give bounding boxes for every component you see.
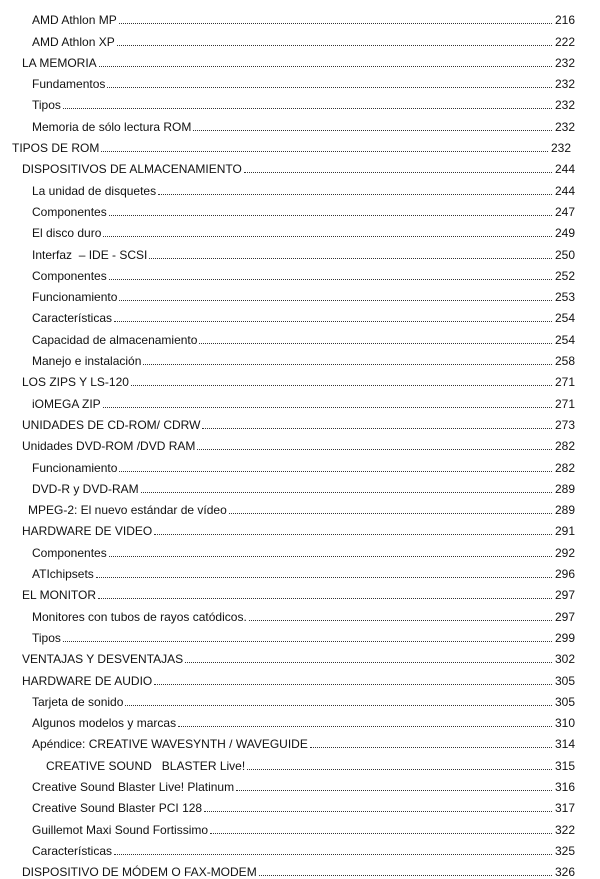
dot-leader xyxy=(244,158,552,173)
toc-entry xyxy=(0,6,600,27)
toc-title: Monitores con tubos de rayos catódicos. xyxy=(32,609,247,624)
toc-entry xyxy=(0,389,600,410)
toc-page: 247 xyxy=(554,204,575,219)
toc-title: Tipos xyxy=(32,630,61,645)
dot-leader xyxy=(193,116,552,131)
toc-entry xyxy=(0,134,600,155)
toc-entry xyxy=(0,858,600,879)
toc-title: VENTAJAS Y DESVENTAJAS xyxy=(22,652,184,667)
toc-entry xyxy=(0,70,600,91)
dot-leader xyxy=(96,563,552,578)
toc-title: Creative Sound Blaster Live! Platinum xyxy=(32,779,235,794)
dot-leader xyxy=(103,393,552,408)
toc-title: iOMEGA ZIP xyxy=(32,396,101,411)
toc-title: HARDWARE DE VIDEO xyxy=(22,524,153,539)
toc-title: Memoria de sólo lectura ROM xyxy=(32,119,192,134)
toc-page: 292 xyxy=(554,545,575,560)
toc-title: Guillemot Maxi Sound Fortissimo xyxy=(32,822,209,837)
toc-title: Componentes xyxy=(32,545,107,560)
toc-page: 232 xyxy=(554,98,575,113)
toc-title: LOS ZIPS Y LS-120 xyxy=(22,375,129,390)
dot-leader xyxy=(107,73,552,88)
toc-title: UNIDADES DE CD-ROM/ CDRW xyxy=(22,417,201,432)
toc-title: Fundamentos xyxy=(32,77,106,92)
dot-leader xyxy=(185,648,552,663)
dot-leader xyxy=(259,861,552,876)
toc-title: Funcionamiento xyxy=(32,290,118,305)
dot-leader xyxy=(199,329,552,344)
toc-entry xyxy=(0,794,600,815)
toc-entry xyxy=(0,347,600,368)
toc-title: Apéndice: CREATIVE WAVESYNTH / WAVEGUIDE xyxy=(32,737,308,752)
toc-entry xyxy=(0,155,600,176)
dot-leader xyxy=(310,733,552,748)
dot-leader xyxy=(119,9,552,24)
dot-leader xyxy=(119,457,552,472)
dot-leader xyxy=(249,606,552,621)
toc-page: 222 xyxy=(554,34,575,49)
toc-page: 289 xyxy=(554,481,575,496)
toc-entry xyxy=(0,688,600,709)
toc-title: Tarjeta de sonido xyxy=(32,694,124,709)
toc-entry xyxy=(0,560,600,581)
dot-leader xyxy=(154,670,552,685)
toc-page: 244 xyxy=(554,162,575,177)
toc-entry xyxy=(0,240,600,261)
toc-page: 299 xyxy=(554,630,575,645)
toc-entry xyxy=(0,176,600,197)
toc-title: Características xyxy=(32,843,113,858)
toc-page: 325 xyxy=(554,843,575,858)
dot-leader xyxy=(154,520,552,535)
toc-page: 258 xyxy=(554,354,575,369)
toc-title: DVD-R y DVD-RAM xyxy=(32,481,139,496)
dot-leader xyxy=(141,478,552,493)
toc-entry xyxy=(0,262,600,283)
toc-entry xyxy=(0,496,600,517)
toc-entry xyxy=(0,837,600,858)
toc-entry xyxy=(0,815,600,836)
toc-entry xyxy=(0,411,600,432)
dot-leader xyxy=(99,52,552,67)
toc-entry xyxy=(0,219,600,240)
toc-title: Creative Sound Blaster PCI 128 xyxy=(32,801,203,816)
dot-leader xyxy=(109,542,552,557)
dot-leader xyxy=(103,222,552,237)
table-of-contents xyxy=(0,6,600,879)
dot-leader xyxy=(109,265,552,280)
dot-leader xyxy=(158,180,552,195)
toc-entry xyxy=(0,624,600,645)
toc-title: CREATIVE SOUND BLASTER Live! xyxy=(46,758,246,773)
toc-entry xyxy=(0,709,600,730)
toc-page: 232 xyxy=(554,77,575,92)
toc-entry xyxy=(0,581,600,602)
toc-page: 305 xyxy=(554,694,575,709)
toc-page: 232 xyxy=(554,55,575,70)
toc-page: 289 xyxy=(554,503,575,518)
toc-title: Componentes xyxy=(32,268,107,283)
toc-entry xyxy=(0,475,600,496)
toc-page: 249 xyxy=(554,226,575,241)
toc-page: 244 xyxy=(554,183,575,198)
toc-entry xyxy=(0,27,600,48)
toc-title: Características xyxy=(32,311,113,326)
toc-page: 297 xyxy=(554,609,575,624)
toc-title: AMD Athlon XP xyxy=(32,34,115,49)
toc-page: 297 xyxy=(554,588,575,603)
dot-leader xyxy=(197,435,552,450)
toc-title: Funcionamiento xyxy=(32,460,118,475)
dot-leader xyxy=(149,244,552,259)
toc-page: 250 xyxy=(554,247,575,262)
dot-leader xyxy=(210,819,552,834)
toc-page: 254 xyxy=(554,332,575,347)
toc-title: Capacidad de almacenamiento xyxy=(32,332,198,347)
dot-leader xyxy=(101,137,548,152)
toc-title: El disco duro xyxy=(32,226,102,241)
toc-entry xyxy=(0,198,600,219)
toc-page: 302 xyxy=(554,652,575,667)
toc-title: Algunos modelos y marcas xyxy=(32,716,177,731)
toc-page: 282 xyxy=(554,439,575,454)
toc-title: La unidad de disquetes xyxy=(32,183,157,198)
toc-page: 317 xyxy=(554,801,575,816)
toc-title: HARDWARE DE AUDIO xyxy=(22,673,153,688)
toc-entry xyxy=(0,751,600,772)
toc-title: LA MEMORIA xyxy=(22,55,97,70)
toc-page: 271 xyxy=(554,375,575,390)
toc-title: Manejo e instalación xyxy=(32,354,142,369)
toc-page: 310 xyxy=(554,716,575,731)
toc-title: Componentes xyxy=(32,204,107,219)
toc-entry xyxy=(0,645,600,666)
dot-leader xyxy=(63,627,552,642)
dot-leader xyxy=(131,371,552,386)
toc-entry xyxy=(0,730,600,751)
toc-entry xyxy=(0,538,600,559)
toc-page: 314 xyxy=(554,737,575,752)
toc-entry xyxy=(0,283,600,304)
dot-leader xyxy=(229,499,552,514)
dot-leader xyxy=(114,840,552,855)
toc-page: 252 xyxy=(554,268,575,283)
toc-title: TIPOS DE ROM xyxy=(12,141,100,156)
toc-title: MPEG-2: El nuevo estándar de vídeo xyxy=(28,503,227,518)
toc-page: 296 xyxy=(554,567,575,582)
toc-title: ATIchipsets xyxy=(32,567,94,582)
toc-page: 273 xyxy=(554,417,575,432)
dot-leader xyxy=(117,31,552,46)
dot-leader xyxy=(143,350,552,365)
toc-page: 305 xyxy=(554,673,575,688)
toc-page: 253 xyxy=(554,290,575,305)
toc-entry xyxy=(0,112,600,133)
toc-page: 282 xyxy=(554,460,575,475)
dot-leader xyxy=(178,712,552,727)
toc-entry xyxy=(0,666,600,687)
toc-title: Interfaz – IDE - SCSI xyxy=(32,247,148,262)
toc-entry xyxy=(0,773,600,794)
toc-entry xyxy=(0,49,600,70)
dot-leader xyxy=(109,201,552,216)
toc-page: 271 xyxy=(554,396,575,411)
toc-page: 316 xyxy=(554,779,575,794)
dot-leader xyxy=(202,414,552,429)
toc-title: DISPOSITIVOS DE ALMACENAMIENTO xyxy=(22,162,242,177)
toc-entry xyxy=(0,304,600,325)
toc-page: 232 xyxy=(554,119,575,134)
dot-leader xyxy=(247,755,552,770)
dot-leader xyxy=(125,691,552,706)
toc-page: 216 xyxy=(554,13,575,28)
dot-leader xyxy=(204,797,552,812)
toc-entry xyxy=(0,91,600,112)
toc-entry xyxy=(0,368,600,389)
toc-title: AMD Athlon MP xyxy=(32,13,117,28)
toc-title: Unidades DVD-ROM /DVD RAM xyxy=(22,439,196,454)
toc-page: 232 xyxy=(550,141,571,156)
toc-page: 291 xyxy=(554,524,575,539)
toc-page: 326 xyxy=(554,865,575,879)
toc-entry xyxy=(0,325,600,346)
toc-entry xyxy=(0,602,600,623)
toc-title: DISPOSITIVO DE MÓDEM O FAX-MODEM xyxy=(22,865,257,879)
toc-page: 315 xyxy=(554,758,575,773)
dot-leader xyxy=(114,307,552,322)
toc-title: EL MONITOR xyxy=(22,588,97,603)
toc-entry xyxy=(0,517,600,538)
dot-leader xyxy=(63,94,552,109)
toc-entry xyxy=(0,453,600,474)
toc-title: Tipos xyxy=(32,98,61,113)
dot-leader xyxy=(98,584,552,599)
toc-page: 254 xyxy=(554,311,575,326)
dot-leader xyxy=(119,286,552,301)
toc-page: 322 xyxy=(554,822,575,837)
dot-leader xyxy=(236,776,552,791)
toc-entry xyxy=(0,432,600,453)
